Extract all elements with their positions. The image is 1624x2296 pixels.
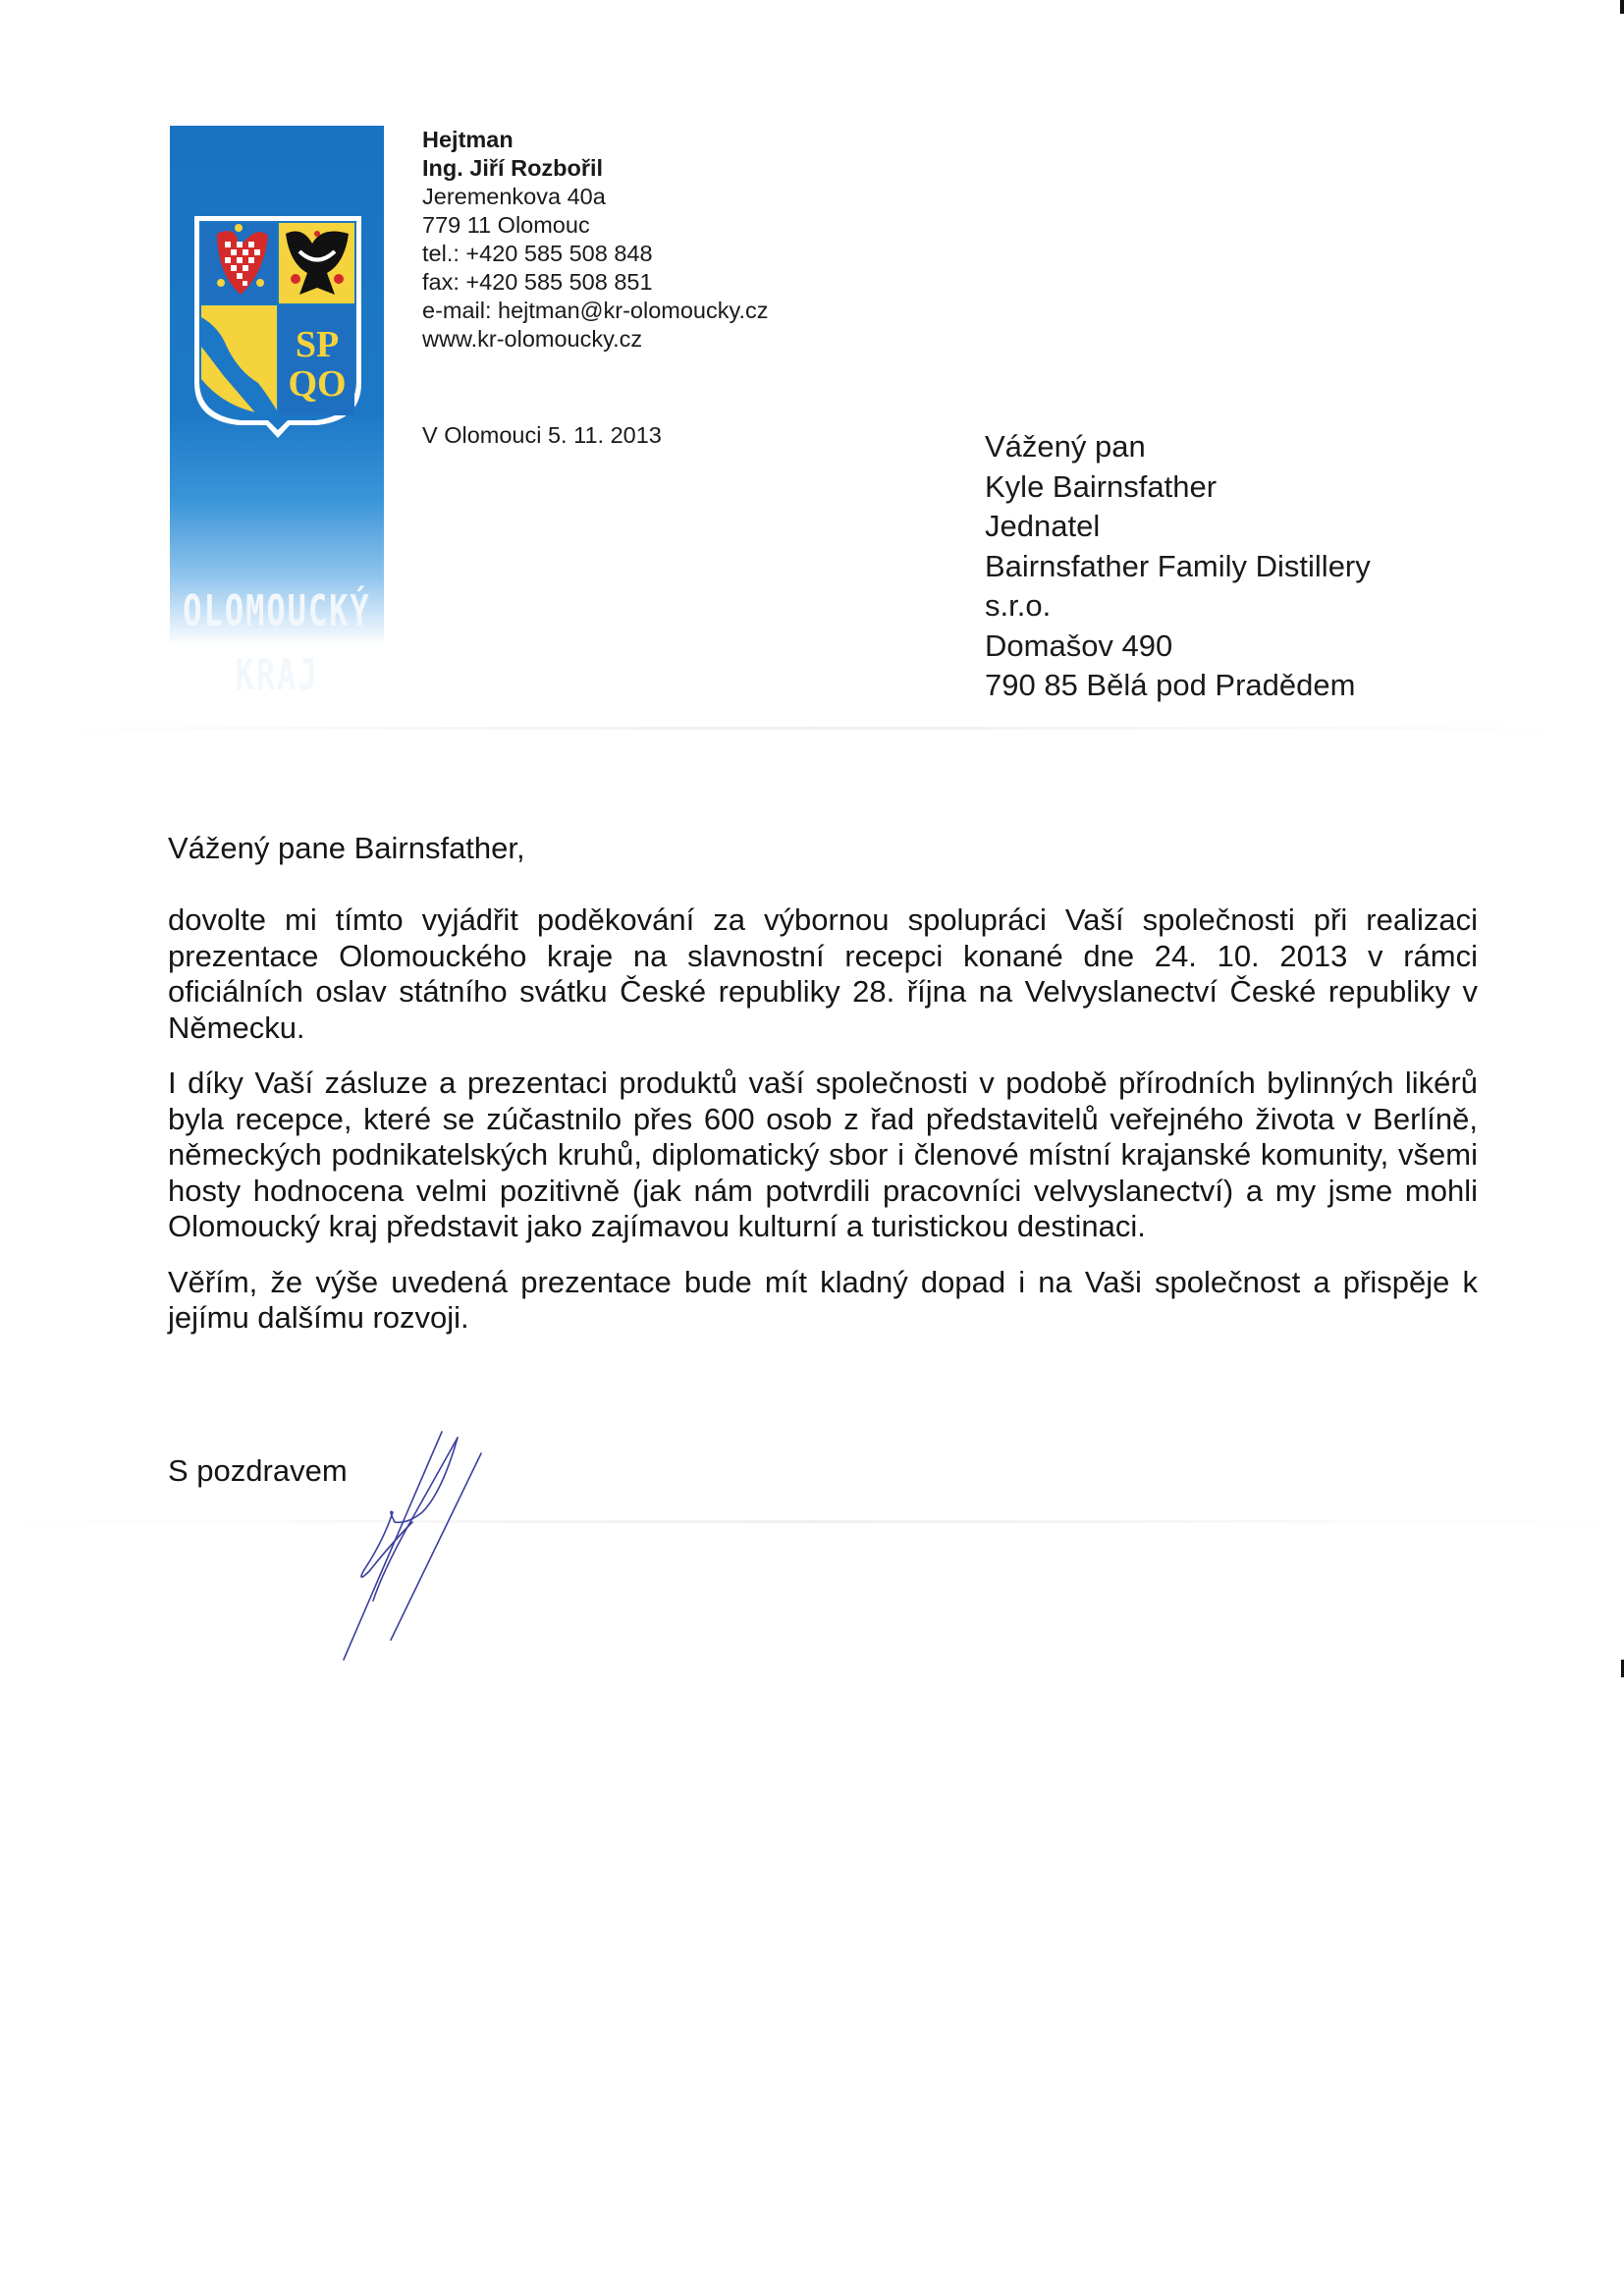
emblem-letters-top: SP: [295, 324, 340, 365]
recipient-line: Bairnsfather Family Distillery: [985, 548, 1371, 583]
emblem-letters-bottom: QO: [288, 363, 347, 405]
recipient-line: Kyle Bairnsfather: [985, 468, 1218, 504]
region-name-line1: OLOMOUCKÝ: [183, 585, 371, 636]
recipient-line: Vážený pan: [985, 429, 1146, 464]
recipient-line: Domašov 490: [985, 628, 1173, 663]
sender-name: Ing. Jiří Rozbořil: [422, 155, 604, 181]
recipient-address: [985, 427, 1371, 706]
recipient-line: s.r.o.: [985, 588, 1052, 623]
paragraph: Věřím, že výše uvedená prezentace bude mít kladný dopad i na Vaši společnost a přispěje k jejímu dalšímu rozvoji.: [168, 1264, 1478, 1335]
sender-fax: fax: +420 585 508 851: [422, 269, 653, 295]
recipient-line: 790 85 Bělá pod Pradědem: [985, 668, 1356, 702]
handwritten-signature: [314, 1414, 491, 1669]
recipient-line: Jednatel: [985, 509, 1101, 543]
paper-fold-line: [0, 727, 1624, 730]
paragraph: dovolte mi tímto vyjádřit poděkování za výbornou spolupráci Vaší společnosti při realizaci prezentace Olomouckého kraje na slavnostní recepci konané dne 24. 10. 2013 v rámci oficiálních oslav státního svátku České republiky 28. října na Velvyslanectví České republiky v Německu.: [168, 902, 1478, 1045]
letter-body: [168, 830, 1478, 1356]
sender-street: Jeremenkova 40a: [422, 184, 606, 209]
sender-tel: tel.: +420 585 508 848: [422, 241, 653, 266]
sender-web: www.kr-olomoucky.cz: [422, 326, 643, 352]
paper-fold-line: [0, 1520, 1624, 1523]
scan-edge-mark-top: [1620, 0, 1624, 14]
sender-email: e-mail: hejtman@kr-olomoucky.cz: [422, 298, 769, 323]
sender-title: Hejtman: [422, 127, 514, 152]
sender-block: [422, 126, 769, 354]
paragraph: I díky Vaší zásluze a prezentaci produktů vaší společnosti v podobě přírodních bylinných likérů byla recepce, které se zúčastnilo přes 600 osob z řad představitelů veřejného života v Berlíně, německých podnikatelských kruhů, diplomatický sbor i členové místní krajanské komunity, všemi hosty hodnocena velmi pozitivně (jak nám potvrdili pracovníci velvyslanectví) a my jsme mohli Olomoucký kraj představit jako zajímavou kulturní a turistickou destinaci.: [168, 1066, 1478, 1243]
region-name-line2: KRAJ: [235, 649, 319, 700]
place-and-date: V Olomouci 5. 11. 2013: [422, 422, 662, 448]
region-logo: [170, 126, 384, 700]
salutation: Vážený pane Bairnsfather,: [168, 831, 525, 865]
sender-city: 779 11 Olomouc: [422, 212, 590, 238]
closing: S pozdravem: [168, 1453, 348, 1488]
